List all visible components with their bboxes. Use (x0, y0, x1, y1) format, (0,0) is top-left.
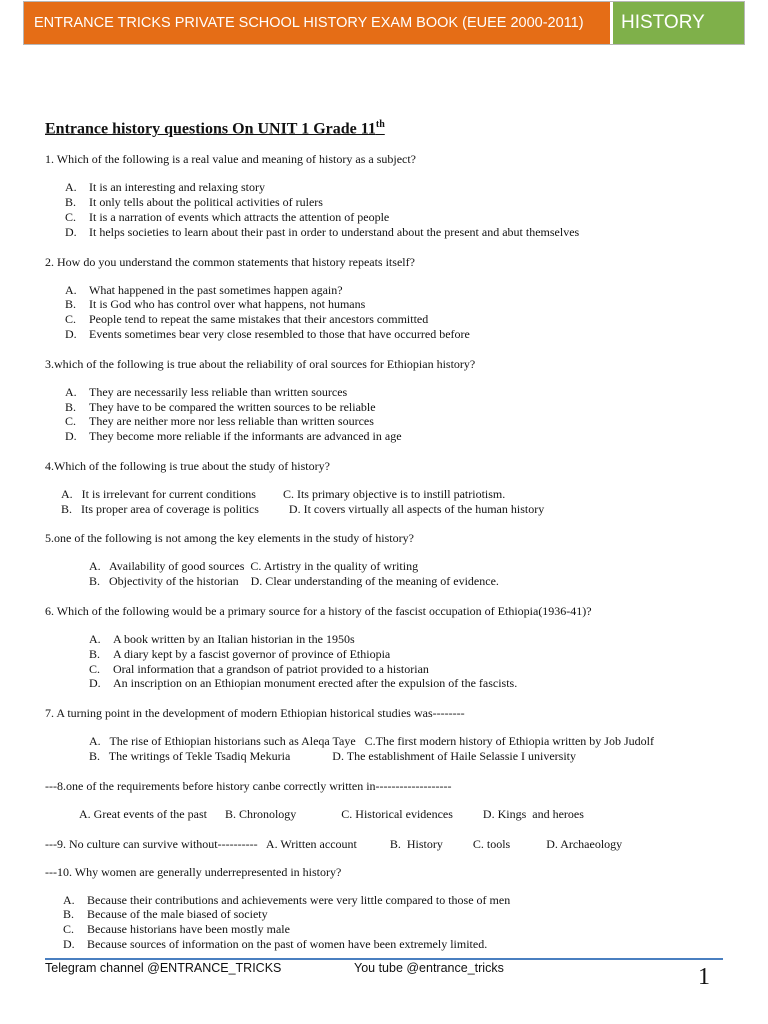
question-5-options (45, 559, 735, 589)
option-letter: D. (65, 429, 77, 444)
question-8-options (45, 807, 735, 822)
option-text: It is God who has control over what happens, not humans (89, 297, 366, 312)
option-text: It is a narration of events which attracts the attention of people (89, 209, 390, 224)
page-number: 1 (698, 964, 710, 990)
option-text: Oral information that a grandson of patriot provided to a historian (113, 661, 429, 676)
option-letter: A. (65, 384, 77, 399)
option-text: People tend to repeat the same mistakes that their ancestors committed (89, 312, 429, 327)
header-subject: HISTORY (613, 2, 744, 44)
option-letter: A. (65, 282, 77, 297)
option-letter: A. (89, 632, 101, 647)
list-item (89, 662, 735, 677)
option-letter: D. (65, 326, 77, 341)
option-text: They become more reliable if the informants are advanced in age (89, 429, 402, 444)
question-2-options (45, 283, 735, 342)
question-6: 6. Which of the following would be a primary source for a history of the fascist occupation of Ethiopia(1936-41)? (45, 604, 592, 619)
option-letter: C. (65, 414, 77, 429)
list-item (65, 385, 735, 400)
question-10: ---10. Why women are generally underrepresented in history? (45, 864, 342, 879)
option-text: Because of the male biased of society (87, 907, 268, 922)
youtube-channel: You tube @entrance_tricks (354, 961, 504, 975)
option-letter: A. (65, 180, 77, 195)
question-6-options (45, 632, 735, 691)
option-text: Because historians have been mostly male (87, 922, 290, 937)
option-letter: B. (63, 907, 75, 922)
option-row: A. It is irrelevant for current conditions C. Its primary objective is to instill patriotism. (61, 486, 506, 501)
question-1: 1. Which of the following is a real value and meaning of history as a subject? (45, 152, 417, 167)
question-10-options (45, 893, 735, 952)
page-header (23, 1, 745, 45)
option-letter: D. (63, 937, 75, 952)
list-item (89, 647, 735, 662)
option-letter: C. (89, 661, 101, 676)
option-row: B. Objectivity of the historian D. Clear understanding of the meaning of evidence. (89, 574, 499, 589)
list-item (89, 676, 735, 691)
option-text: It helps societies to learn about their past in order to understand about the present and abut themselves (89, 224, 580, 239)
list-item (65, 225, 735, 240)
option-text: It only tells about the political activities of rulers (89, 195, 323, 210)
option-letter: D. (89, 676, 101, 691)
option-text: Because their contributions and achievements were very little compared to those of men (87, 892, 511, 907)
page-footer (45, 961, 504, 975)
list-item (89, 632, 735, 647)
list-item (63, 907, 735, 922)
option-text: What happened in the past sometimes happen again? (89, 282, 343, 297)
question-5: 5.one of the following is not among the key elements in the study of history? (45, 531, 414, 546)
option-row: A. The rise of Ethiopian historians such as Aleqa Taye C.The first modern history of Ethiopia written by Job Judolf (89, 734, 654, 749)
option-text: A diary kept by a fascist governor of province of Ethiopia (113, 646, 391, 661)
option-letter: A. (63, 892, 75, 907)
option-row: A. Availability of good sources C. Artistry in the quality of writing (89, 559, 419, 574)
option-text: An inscription on an Ethiopian monument erected after the expulsion of the fascists. (113, 676, 518, 691)
list-item (65, 180, 735, 195)
option-letter: B. (65, 297, 77, 312)
option-letter: D. (65, 224, 77, 239)
question-7: 7. A turning point in the development of modern Ethiopian historical studies was-------- (45, 706, 465, 721)
list-item (65, 195, 735, 210)
question-2: 2. How do you understand the common statements that history repeats itself? (45, 254, 415, 269)
footer-divider (45, 958, 723, 960)
list-item (65, 210, 735, 225)
option-row: B. Its proper area of coverage is politics D. It covers virtually all aspects of the human history (61, 501, 545, 516)
option-row: B. The writings of Tekle Tsadiq Mekuria D. The establishment of Haile Selassie I university (89, 749, 577, 764)
option-letter: C. (65, 209, 77, 224)
document-title-text: Entrance history questions On UNIT 1 Grade 11 (45, 120, 376, 138)
question-1-options (45, 180, 735, 239)
option-text: Because sources of information on the past of women have been extremely limited. (87, 937, 488, 952)
list-item (65, 283, 735, 298)
telegram-channel: Telegram channel @ENTRANCE_TRICKS (45, 961, 282, 975)
question-3: 3.which of the following is true about the reliability of oral sources for Ethiopian history? (45, 356, 476, 371)
question-3-options (45, 385, 735, 444)
question-4: 4.Which of the following is true about the study of history? (45, 458, 330, 473)
option-letter: B. (65, 399, 77, 414)
document-title (45, 114, 735, 140)
question-9: ---9. No culture can survive without---------- A. Written account B. History C. tools D. Archaeology (45, 836, 623, 851)
list-item (65, 400, 735, 415)
question-4-options (45, 487, 735, 517)
list-item (65, 297, 735, 312)
option-text: They are necessarily less reliable than written sources (89, 384, 348, 399)
option-text: A book written by an Italian historian in the 1950s (113, 632, 355, 647)
list-item (65, 429, 735, 444)
option-text: They have to be compared the written sources to be reliable (89, 399, 376, 414)
option-text: They are neither more nor less reliable than written sources (89, 414, 374, 429)
option-row: A. Great events of the past B. Chronology C. Historical evidences D. Kings and heroes (79, 806, 584, 821)
option-letter: C. (65, 312, 77, 327)
exam-content (45, 114, 735, 967)
list-item (65, 414, 735, 429)
header-title: ENTRANCE TRICKS PRIVATE SCHOOL HISTORY EXAM BOOK (EUEE 2000-2011) (24, 2, 613, 44)
option-letter: B. (65, 195, 77, 210)
list-item (65, 312, 735, 327)
question-7-options (45, 734, 735, 764)
list-item (65, 327, 735, 342)
question-8: ---8.one of the requirements before history canbe correctly written in------------------- (45, 778, 452, 793)
document-title-sup: th (375, 119, 385, 130)
option-letter: C. (63, 922, 75, 937)
list-item (63, 937, 735, 952)
option-text: It is an interesting and relaxing story (89, 180, 265, 195)
list-item (63, 922, 735, 937)
list-item (63, 893, 735, 908)
option-letter: B. (89, 646, 101, 661)
option-text: Events sometimes bear very close resembled to those that have occurred before (89, 326, 470, 341)
